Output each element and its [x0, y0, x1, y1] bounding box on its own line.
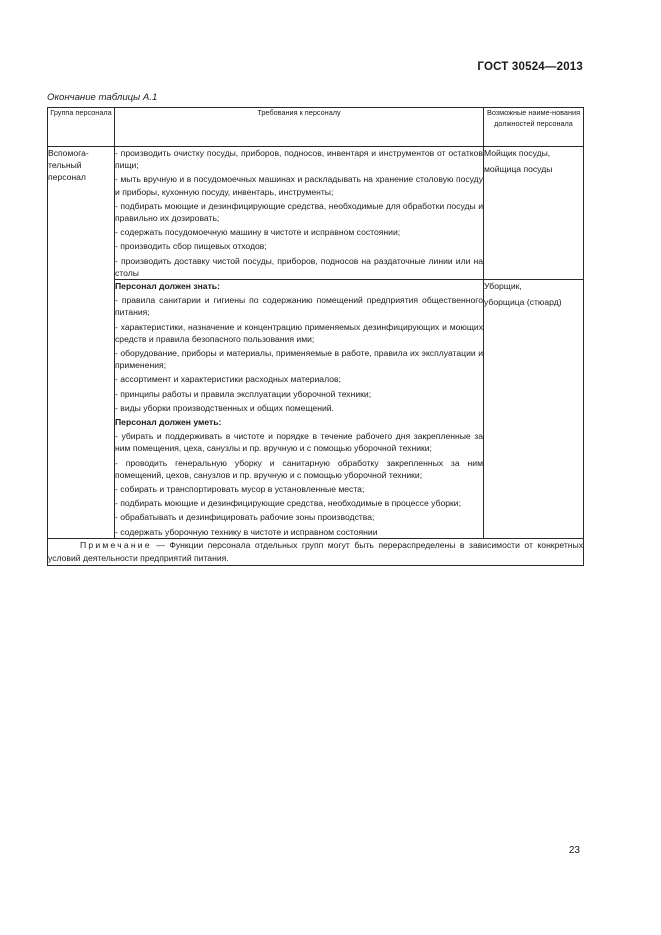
table-row	[48, 147, 584, 280]
table-caption: Окончание таблицы А.1	[47, 92, 158, 103]
list-item: - мыть вручную и в посудомоечных машинах и раскладывать на хранение столовую посуду и приборы, кухонную посуду, инвентарь, инструменты;	[115, 174, 483, 197]
group-cell: Вспомога-тельный персонал	[48, 147, 115, 539]
position-name: Уборщик,	[484, 281, 522, 292]
list-item: - виды уборки производственных и общих помещений.	[115, 402, 334, 413]
list-item: - производить доставку чистой посуды, приборов, подносов на раздаточные линии или на столы	[115, 255, 483, 278]
position-name: уборщица (стюард)	[484, 297, 562, 308]
list-item: - подбирать моющие и дезинфицирующие средства, необходимые для обработки посуды и правильно их дозировать;	[115, 200, 483, 224]
table-header-row	[48, 108, 584, 147]
list-item: - правила санитарии и гигиены по содержанию помещений предприятия общественного питания;	[115, 295, 483, 318]
column-header-group: Группа персонала	[48, 108, 115, 147]
note-label: Примечание	[80, 539, 152, 550]
column-header-positions: Возможные наиме-нования должностей персонала	[484, 108, 584, 147]
requirements-cell-cleaner	[115, 280, 484, 539]
table-note-row	[48, 538, 584, 565]
list-item: - характеристики, назначение и концентрацию применяемых дезинфицирующих и моющих средств и правила безопасного пользования ими;	[115, 321, 483, 344]
list-item: - содержать посудомоечную машину в чистоте и исправном состоянии;	[115, 227, 401, 238]
note-text: — Функции персонала отдельных групп могут быть перераспределены в зависимости от конкретных условий деятельности предприятий питания.	[48, 539, 583, 563]
list-item: - принципы работы и правила эксплуатации уборочной техники;	[115, 388, 372, 399]
list-item: - убирать и поддерживать в чистоте и порядке в течение рабочего дня закрепленные за ним помещения, цеха, санузлы и пр. вручную и с помощью уборочной техники;	[115, 431, 483, 454]
requirements-cell-dishwasher	[115, 147, 484, 280]
standard-code: ГОСТ 30524—2013	[477, 61, 583, 73]
list-item: - производить сбор пищевых отходов;	[115, 241, 267, 252]
positions-cell-dishwasher	[484, 147, 584, 280]
list-item: - производить очистку посуды, приборов, подносов, инвентаря и инструментов от остатков пищи;	[115, 148, 483, 171]
list-item: - собирать и транспортировать мусор в установленные места;	[115, 484, 365, 495]
position-name: Мойщик посуды,	[484, 148, 551, 158]
column-header-requirements: Требования к персоналу	[115, 108, 484, 147]
list-item: - подбирать моющие и дезинфицирующие средства, необходимые в процессе уборки;	[115, 498, 461, 509]
table-row	[48, 280, 584, 539]
list-item: - ассортимент и характеристики расходных материалов;	[115, 374, 341, 385]
positions-cell-cleaner	[484, 280, 584, 539]
position-name: мойщица посуды	[484, 164, 553, 175]
list-item: - обрабатывать и дезинфицировать рабочие зоны производства;	[115, 512, 375, 523]
list-item: - проводить генеральную уборку и санитарную обработку закрепленных за ним помещений, цехов, санузлов и пр. вручную и с помощью уборочной техники;	[115, 457, 483, 480]
list-item: - оборудование, приборы и материалы, применяемые в работе, правила их эксплуатации и применения;	[115, 348, 483, 371]
must-be-able-heading: Персонал должен уметь:	[115, 417, 222, 428]
must-know-heading: Персонал должен знать:	[115, 281, 220, 292]
table-note	[48, 538, 584, 565]
requirements-table	[47, 107, 584, 566]
list-item: - содержать уборочную технику в чистоте и исправном состоянии	[115, 526, 378, 537]
page-number: 23	[568, 845, 580, 856]
